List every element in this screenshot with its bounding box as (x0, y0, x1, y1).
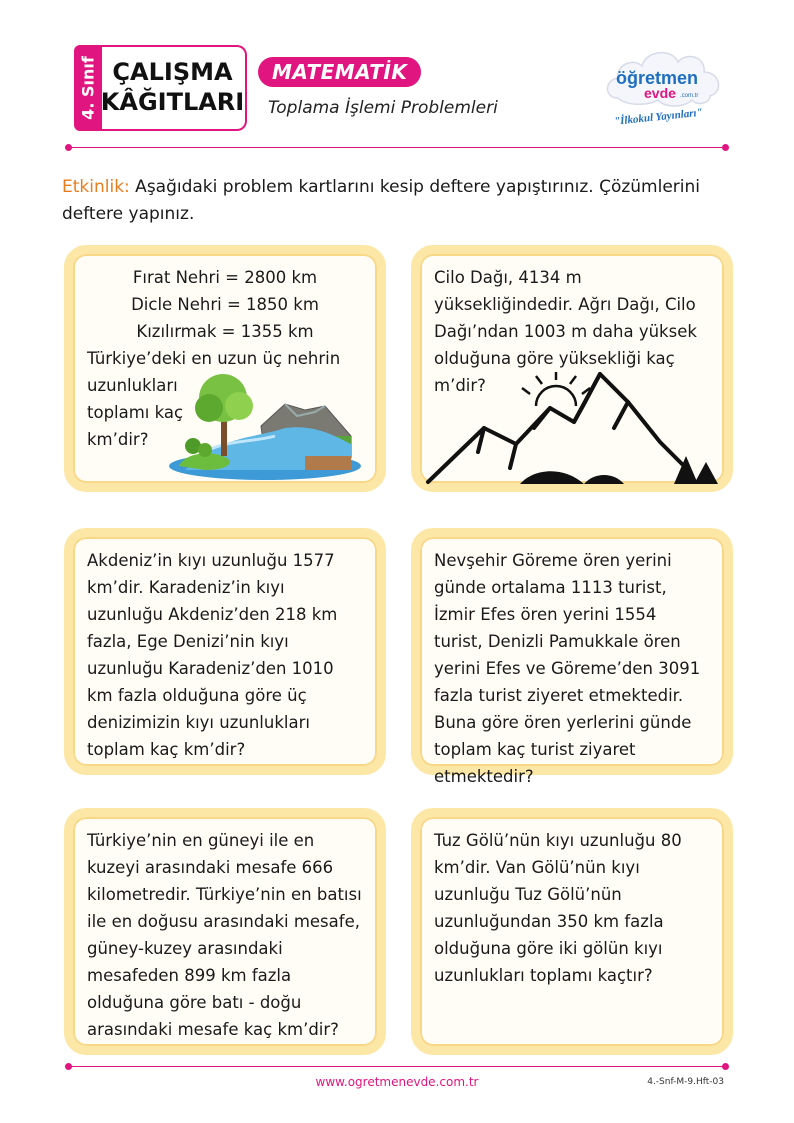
logo-tagline: "İlkokul Yayınları" (613, 106, 704, 128)
activity-instruction (62, 174, 722, 228)
worksheet-title (100, 45, 247, 131)
activity-text: Aşağıdaki problem kartlarını kesip deftere yapıştırınız. Çözümlerini deftere yapınız. (62, 177, 701, 224)
problem-card-5 (64, 808, 386, 1055)
subject-badge: MATEMATİK (258, 57, 421, 87)
card-1-line-6: toplamı kaç (87, 403, 184, 422)
grade-label: 4. Sınıf (78, 56, 98, 120)
header-divider (68, 147, 726, 148)
mountain-sun-icon (424, 372, 720, 490)
activity-label: Etkinlik: (62, 177, 130, 197)
card-5-text: Türkiye’nin en güneyi ile en kuzeyi arasındaki mesafe 666 kilometredir. Türkiye’nin en batısı ile en doğusu arasındaki mesafe, güney-kuzey arasındaki mesafeden 899 km fazla olduğuna göre batı - doğu arasındaki mesafe kaç km’dir? (87, 831, 362, 1039)
card-1-line-1: Fırat Nehri = 2800 km (132, 268, 318, 287)
card-3-text: Akdeniz’in kıyı uzunluğu 1577 km’dir. Karadeniz’in kıyı uzunluğu Akdeniz’den 218 km fazla, Ege Denizi’nin kıyı uzunluğu Karadeniz’den 1010 km fazla olduğuna göre üç denizimizin kıyı uzunlukları toplam kaç km’dir? (87, 551, 338, 759)
card-6-text: Tuz Gölü’nün kıyı uzunluğu 80 km’dir. Van Gölü’nün kıyı uzunluğu Tuz Gölü’nün uzunluğundan 350 km fazla olduğuna göre iki gölün kıyı uzunlukları toplamı kaçtır? (434, 831, 682, 985)
footer-code: 4.-Snf-M-9.Hft-03 (647, 1077, 724, 1087)
logo-domain-text: .com.tr (680, 93, 699, 99)
card-1-line-7: km’dir? (87, 430, 149, 449)
title-line-2: KÂĞITLARI (100, 88, 245, 116)
problem-card-1 (64, 245, 386, 492)
publisher-logo (600, 40, 730, 132)
logo-main-text: öğretmen (616, 68, 699, 88)
problem-card-3 (64, 528, 386, 775)
footer-divider (68, 1066, 726, 1067)
grade-tab (74, 45, 102, 131)
logo-sub-text: evde (644, 85, 676, 101)
card-1-line-5: uzunlukları (87, 376, 178, 395)
title-line-1: ÇALIŞMA (112, 58, 233, 86)
card-4-text: Nevşehir Göreme ören yerini günde ortalama 1113 turist, İzmir Efes ören yerini 1554 turist, Denizli Pamukkale ören yerini Efes ve Göreme’den 3091 fazla turist ziyeret etmektedir. Buna göre ören yerlerini günde toplam kaç turist ziyaret etmektedir? (434, 551, 701, 786)
problem-card-6 (411, 808, 733, 1055)
card-1-line-4: Türkiye’deki en uzun üç nehrin (87, 349, 341, 368)
river-landscape-icon (165, 366, 365, 486)
card-1-line-3: Kızılırmak = 1355 km (136, 322, 314, 341)
topic-title: Toplama İşlemi Problemleri (268, 98, 498, 118)
problem-card-2 (411, 245, 733, 492)
problem-card-4 (411, 528, 733, 786)
card-1-line-2: Dicle Nehri = 1850 km (131, 295, 319, 314)
footer-website[interactable]: www.ogretmenevde.com.tr (315, 1075, 479, 1089)
card-2-text: Cilo Dağı, 4134 m yüksekliğindedir. Ağrı Dağı, Cilo Dağı’ndan 1003 m daha yüksek olduğuna göre yüksekliği kaç m’dir? (434, 268, 697, 395)
